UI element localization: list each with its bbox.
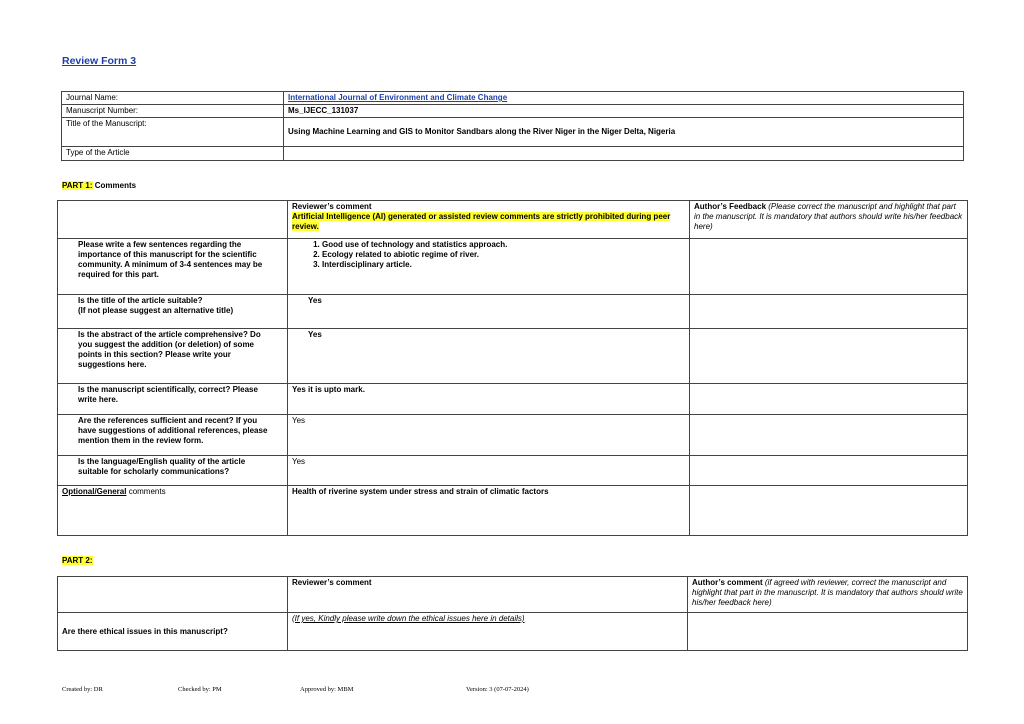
answer-optional[interactable]: Health of riverine system under stress and strain of climatic factors <box>288 486 690 536</box>
footer-checked: Checked by: PM <box>178 686 222 693</box>
ai-notice: Artificial Intelligence (AI) generated or assisted review comments are strictly prohibited during peer review. <box>292 212 671 231</box>
optional-suffix: comments <box>126 487 166 496</box>
part2-label: PART 2: <box>62 556 93 565</box>
question-scientific: Is the manuscript scientifically, correct? Please write here. <box>58 384 288 415</box>
answer-scientific[interactable]: Yes it is upto mark. <box>288 384 690 415</box>
author-feedback-cell[interactable] <box>690 239 968 295</box>
author-header-note: (Please correct the manuscript and highlight that part in the manuscript. It is mandatory that authors should write his/her feedback here) <box>694 202 963 231</box>
footer-version: Version: 3 (07-07-2024) <box>466 686 529 693</box>
ethics-question: Are there ethical issues in this manuscript? <box>58 613 288 651</box>
answer-importance[interactable] <box>288 239 690 295</box>
footer-approved: Approved by: MBM <box>300 686 354 693</box>
question-title: Is the title of the article suitable? (If not please suggest an alternative title) <box>58 295 288 329</box>
footer-created: Created by: DR <box>62 686 103 693</box>
list-item: 3. Interdisciplinary article. <box>322 260 685 270</box>
ethics-answer-cell[interactable]: (If yes, Kindly please write down the ethical issues here in details) <box>288 613 688 651</box>
question-importance: Please write a few sentences regarding the importance of this manuscript for the scientific community. A minimum of 3-4 sentences may be required for this part. <box>58 239 288 295</box>
type-label: Type of the Article <box>62 147 284 161</box>
author-feedback-cell[interactable] <box>690 415 968 456</box>
optional-comments-label <box>58 486 288 536</box>
header-blank-cell <box>58 201 288 239</box>
part1-table <box>57 200 968 536</box>
journal-label: Journal Name: <box>62 92 284 105</box>
reviewer-header-cell <box>288 201 690 239</box>
type-value <box>284 147 964 161</box>
answer-title[interactable]: Yes <box>288 295 690 329</box>
title-label: Title of the Manuscript: <box>62 118 284 147</box>
header-blank-cell <box>58 577 288 613</box>
reviewer-header-2: Reviewer’s comment <box>288 577 688 613</box>
author-feedback-cell[interactable] <box>690 486 968 536</box>
answer-references[interactable]: Yes <box>288 415 690 456</box>
author-feedback-cell[interactable] <box>690 329 968 384</box>
answer-abstract[interactable]: Yes <box>288 329 690 384</box>
answer-language[interactable]: Yes <box>288 456 690 486</box>
title-value: Using Machine Learning and GIS to Monitor Sandbars along the River Niger in the Niger Delta, Nigeria <box>284 118 964 147</box>
part2-heading <box>62 556 93 565</box>
question-language: Is the language/English quality of the article suitable for scholarly communications? <box>58 456 288 486</box>
author-feedback-cell[interactable] <box>690 384 968 415</box>
author-comment-header-cell <box>688 577 968 613</box>
optional-label: Optional/General <box>62 487 127 496</box>
author-header-cell <box>690 201 968 239</box>
manuscript-number-label: Manuscript Number: <box>62 105 284 118</box>
part1-label: PART 1: <box>62 181 93 190</box>
form-title: Review Form 3 <box>62 55 137 67</box>
author-feedback-cell[interactable] <box>690 295 968 329</box>
author-comment-note: (if agreed with reviewer, correct the manuscript and highlight that part in the manuscript. It is mandatory that authors should write his/her feedback here) <box>692 578 963 607</box>
list-item: 1. Good use of technology and statistics approach. <box>322 240 685 250</box>
question-abstract: Is the abstract of the article comprehensive? Do you suggest the addition (or deletion) of some points in this section? Please write your suggestions here. <box>58 329 288 384</box>
importance-list <box>292 240 685 270</box>
journal-value <box>284 92 964 105</box>
manuscript-info-table <box>61 91 964 161</box>
part1-suffix: Comments <box>92 181 137 190</box>
journal-link[interactable]: International Journal of Environment and Climate Change <box>288 93 508 102</box>
author-header: Author’s Feedback <box>694 202 767 211</box>
part2-table <box>57 576 968 651</box>
author-ethics-feedback-cell[interactable] <box>688 613 968 651</box>
list-item: 2. Ecology related to abiotic regime of river. <box>322 250 685 260</box>
reviewer-header: Reviewer’s comment <box>292 202 372 211</box>
question-references: Are the references sufficient and recent? If you have suggestions of additional references, please mention them in the review form. <box>58 415 288 456</box>
author-comment-header: Author’s comment <box>692 578 763 587</box>
manuscript-number-value: Ms_IJECC_131037 <box>284 105 964 118</box>
part1-heading <box>62 181 136 190</box>
author-feedback-cell[interactable] <box>690 456 968 486</box>
